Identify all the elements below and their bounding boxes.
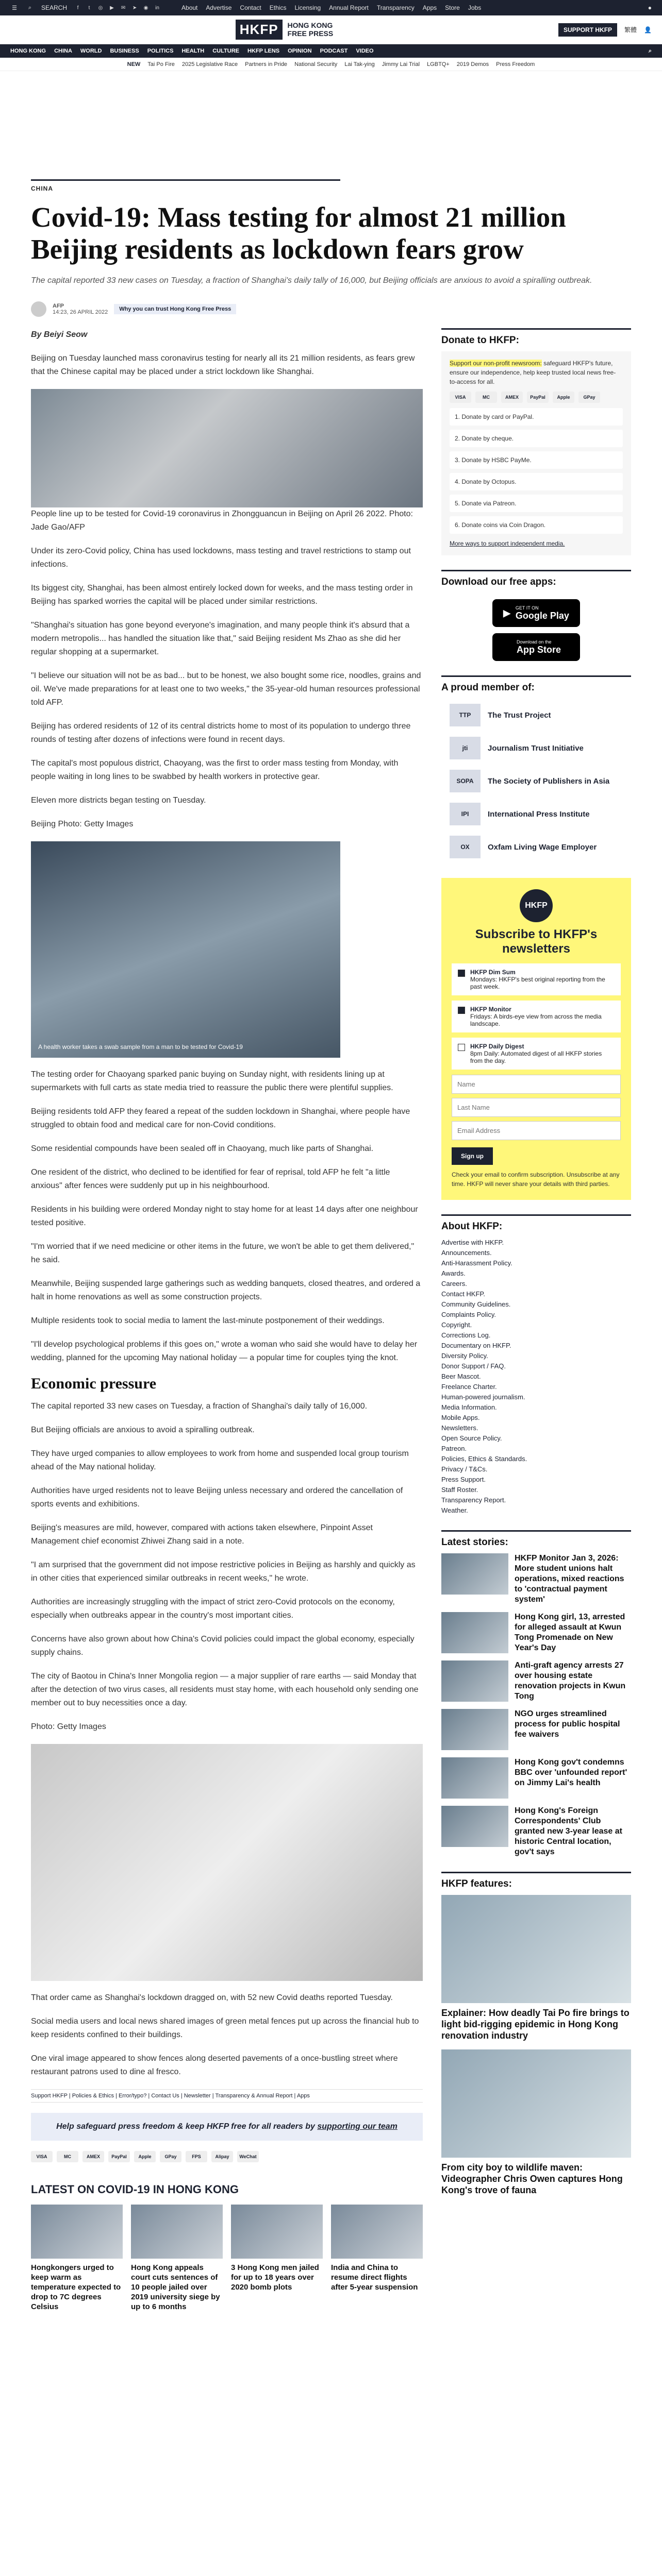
instagram-icon[interactable]: ◎ [98, 5, 103, 11]
nav-business[interactable]: BUSINESS [110, 48, 139, 54]
amex-icon: AMEX [501, 392, 523, 403]
paragraph: Concerns have also grown about how China's Covid policies could impact the global economy, especially supply chains. [31, 1635, 415, 1657]
linkedin-icon[interactable]: in [155, 5, 159, 11]
checkbox[interactable] [458, 1007, 465, 1014]
donate-highlight[interactable]: Support our non-profit newsroom: [450, 360, 542, 367]
story-item[interactable] [441, 1660, 631, 1702]
donate-option[interactable]: 5. Donate via Patreon. [450, 495, 623, 512]
paragraph: Some residential compounds have been sealed off in Chaoyang, much like parts of Shanghai. [31, 1144, 374, 1153]
google-play-small: GET IT ON [515, 605, 539, 611]
support-callout-text: Help safeguard press freedom & keep HKFP free for all readers by [56, 2122, 315, 2131]
story-thumbnail[interactable] [441, 1806, 508, 1847]
story-item[interactable] [441, 1757, 631, 1799]
latest-headline[interactable]: India and China to resume direct flights after 5-year suspension [331, 2263, 418, 2292]
member-logo[interactable] [441, 699, 631, 732]
paragraph: "I believe our situation will not be as bad... but to be honest, we also bought some rice, noodles, grains and oil. We've made preparations for at least one to two weeks," the 35-year-old human resources professional told AFP. [31, 671, 421, 707]
google-play-icon: ▶ [503, 607, 510, 618]
newsletter-name: HKFP Daily Digest [470, 1043, 524, 1050]
latest-thumbnail[interactable] [131, 2205, 223, 2259]
author-avatar [31, 301, 46, 317]
about-link[interactable]: Mobile Apps. [441, 1414, 480, 1421]
nav-culture[interactable]: CULTURE [212, 48, 239, 54]
trending-item[interactable]: LGBTQ+ [427, 61, 450, 67]
about-link[interactable]: Transparency Report. [441, 1496, 506, 1504]
about-link[interactable]: Awards. [441, 1269, 466, 1277]
about-link[interactable]: Press Support. [441, 1476, 486, 1483]
checkbox[interactable] [458, 1044, 465, 1051]
about-link[interactable]: Freelance Charter. [441, 1383, 497, 1391]
latest-card[interactable] [131, 2205, 223, 2312]
nav-world[interactable]: WORLD [80, 48, 102, 54]
trending-item[interactable]: 2019 Demos [456, 61, 489, 67]
email-field[interactable] [452, 1121, 621, 1140]
member-name: International Press Institute [488, 809, 590, 819]
ad-slot [0, 71, 662, 179]
byline-row [31, 301, 631, 317]
search-icon[interactable]: ⌕ [28, 4, 32, 11]
feature-thumbnail[interactable] [441, 1895, 631, 2003]
about-link[interactable]: Diversity Policy. [441, 1352, 488, 1360]
story-thumbnail[interactable] [441, 1612, 508, 1653]
newsletter-option[interactable] [452, 1001, 621, 1032]
topnav-jobs[interactable]: Jobs [468, 4, 482, 11]
mastercard-icon: MC [57, 2151, 78, 2162]
latest-stories-widget [441, 1530, 631, 1857]
about-title: About HKFP: [441, 1214, 631, 1238]
masthead [0, 15, 662, 44]
visa-icon: VISA [31, 2151, 53, 2162]
signup-button[interactable]: Sign up [452, 1147, 493, 1165]
latest-stories-title: Latest stories: [441, 1530, 631, 1553]
photo-caption-overlay: A health worker takes a swab sample from a man to be tested for Covid-19 [38, 1043, 243, 1050]
main-navigation [0, 44, 662, 58]
about-link[interactable]: Advertise with HKFP. [441, 1239, 504, 1246]
about-link[interactable]: Documentary on HKFP. [441, 1342, 511, 1349]
twitter-icon[interactable]: t [88, 5, 90, 11]
telegram-icon[interactable]: ➤ [132, 5, 137, 11]
about-link[interactable]: Contact HKFP. [441, 1290, 486, 1298]
byline-meta [53, 303, 108, 315]
member-logo[interactable] [441, 798, 631, 831]
article-title: Covid-19: Mass testing for almost 21 million Beijing residents as lockdown fears grow [31, 201, 566, 265]
topnav-transparency[interactable]: Transparency [376, 4, 415, 11]
content-columns [0, 328, 662, 2312]
checkbox[interactable] [458, 970, 465, 977]
donate-option[interactable]: 2. Donate by cheque. [450, 430, 623, 447]
article-photo[interactable] [31, 841, 340, 1058]
paragraph: Under its zero-Covid policy, China has used lockdowns, mass testing and travel restrictions to stamp out infections. [31, 547, 411, 569]
app-store-button[interactable] [492, 633, 580, 661]
about-link[interactable]: Human-powered journalism. [441, 1393, 525, 1401]
byline-date: 14:23, 26 APRIL 2022 [53, 309, 108, 315]
donate-option[interactable]: 1. Donate by card or PayPal. [450, 408, 623, 426]
latest-card[interactable] [31, 2205, 123, 2312]
story-headline[interactable]: Hong Kong's Foreign Correspondents' Club granted new 3-year lease at historic Central location, gov't says [515, 1806, 622, 1856]
newsletter-widget [441, 878, 631, 1200]
topnav-advertise[interactable]: Advertise [206, 4, 232, 11]
paragraph: But Beijing officials are anxious to avoid a spiralling outbreak. [31, 1426, 255, 1434]
paragraph: The testing order for Chaoyang sparked panic buying on Sunday night, with residents lining up at supermarkets with full carts as state media tried to reassure the public there were plentiful supplies. [31, 1070, 393, 1092]
trending-bar [0, 58, 662, 71]
support-callout [31, 2113, 423, 2141]
paragraph: Meanwhile, Beijing suspended large gatherings such as wedding banquets, closed theatres, and ordered a halt in home renovations as well as some construction projects. [31, 1279, 421, 1301]
donate-option[interactable]: 4. Donate by Octopus. [450, 473, 623, 490]
trending-item[interactable]: 2025 Legislative Race [181, 61, 238, 67]
member-name: Journalism Trust Initiative [488, 743, 584, 753]
feature-item[interactable] [441, 1895, 631, 2041]
feature-item[interactable] [441, 2049, 631, 2196]
why-trust-badge[interactable]: Why you can trust Hong Kong Free Press [114, 304, 236, 314]
sidebar [441, 328, 631, 2312]
newsletter-name: HKFP Dim Sum [470, 969, 516, 976]
site-logo[interactable] [236, 20, 333, 40]
member-title: A proud member of: [441, 675, 631, 699]
oxfam-logo: OX [450, 836, 481, 858]
latest-headline[interactable]: Hong Kong appeals court cuts sentences of 10 people jailed over 2019 university siege by up to 6 months [131, 2263, 220, 2311]
jti-logo: jti [450, 737, 481, 759]
feature-headline[interactable]: Explainer: How deadly Tai Po fire brings to light bid-rigging epidemic in Hong Kong renovation industry [441, 2008, 630, 2041]
article-author: By Beiyi Seow [31, 330, 88, 339]
trust-project-logo: TTP [450, 704, 481, 726]
nav-video[interactable]: VIDEO [356, 48, 374, 54]
apple-pay-icon: Apple [553, 392, 574, 403]
story-item[interactable] [441, 1612, 631, 1653]
email-icon[interactable]: ✉ [121, 5, 126, 11]
photo-caption: People line up to be tested for Covid-19 coronavirus in Zhongguancun in Beijing on April 26 2022. Photo: Jade Gao/AFP [31, 510, 413, 532]
newsletter-title: Subscribe to HKFP's newsletters [475, 927, 598, 956]
mastercard-icon: MC [475, 392, 497, 403]
article-figure [31, 818, 423, 1058]
newsletter-footnote: Check your email to confirm subscription. Unsubscribe at any time. HKFP will never share your details with third parties. [452, 1171, 620, 1188]
about-widget [441, 1214, 631, 1516]
paragraph: Beijing residents told AFP they feared a repeat of the sudden lockdown in Shanghai, where people have struggled to obtain food and medical care for non-Covid conditions. [31, 1107, 410, 1129]
paragraph: "I'll develop psychological problems if this goes on," wrote a woman who said she would have to delay her wedding, planned for the upcoming May national holiday — a popular time for couples tying the knot. [31, 1340, 418, 1362]
newsletter-desc: Mondays: HKFP's best original reporting from the past week. [470, 976, 605, 990]
donate-box [441, 351, 631, 555]
visa-icon: VISA [450, 392, 471, 403]
trending-item[interactable]: Press Freedom [496, 61, 535, 67]
paragraph: Authorities have urged residents not to leave Beijing unless necessary and ordered the cancellation of sports events and exhibitions. [31, 1486, 403, 1509]
about-link[interactable]: Policies, Ethics & Standards. [441, 1455, 527, 1463]
nav-search-icon[interactable]: ⌕ [648, 47, 652, 54]
newsletter-logo: HKFP [520, 889, 553, 922]
newsletter-desc: Fridays: A birds-eye view from across the media landscape. [470, 1013, 602, 1027]
facebook-icon[interactable]: f [77, 5, 79, 11]
support-links-bar[interactable]: Support HKFP | Policies & Ethics | Error/typo? | Contact Us | Newsletter | Transparency & Annual Report | Apps [31, 2089, 423, 2103]
about-link[interactable]: Staff Roster. [441, 1486, 478, 1494]
latest-headline[interactable]: Hongkongers urged to keep warm as temperature expected to drop to 7C degrees Celsius [31, 2263, 121, 2311]
newsletter-option[interactable] [452, 963, 621, 995]
member-logo[interactable] [441, 732, 631, 765]
language-toggle[interactable]: 繁體 [624, 26, 637, 33]
newsletter-name: HKFP Monitor [470, 1006, 511, 1013]
paragraph: "Shanghai's situation has gone beyond everyone's imagination, and many people think it's absurd that a modern metropolis... has handled the situation like that," said Beijing resident Ms Zhao as she did her regular shopping at a supermarket. [31, 621, 410, 656]
story-thumbnail[interactable] [441, 1553, 508, 1595]
member-name: The Society of Publishers in Asia [488, 776, 610, 786]
donate-payment-icons [450, 392, 623, 403]
alipay-icon: Alipay [211, 2151, 233, 2162]
newsletter-desc: 8pm Daily: Automated digest of all HKFP stories from the day. [470, 1050, 602, 1064]
about-link[interactable]: Complaints Policy. [441, 1311, 496, 1318]
features-title: HKFP features: [441, 1872, 631, 1895]
article-photo[interactable] [31, 389, 423, 507]
story-headline[interactable]: NGO urges streamlined process for public hospital fee waivers [515, 1709, 620, 1739]
article-photo[interactable] [31, 1744, 423, 1981]
topnav-annual-report[interactable]: Annual Report [329, 4, 369, 11]
paragraph: That order came as Shanghai's lockdown dragged on, with 52 new Covid deaths reported Tuesday. [31, 1993, 393, 2002]
youtube-icon[interactable]: ▶ [110, 5, 114, 11]
user-account-icon[interactable]: 👤 [644, 26, 652, 33]
story-item[interactable] [441, 1553, 631, 1605]
features-widget [441, 1872, 631, 2196]
article-body [31, 328, 423, 2312]
feature-headline[interactable]: From city boy to wildlife maven: Videographer Chris Owen captures Hong Kong's trove of fauna [441, 2162, 623, 2195]
about-link[interactable]: Privacy / T&Cs. [441, 1465, 488, 1473]
story-headline[interactable]: Anti-graft agency arrests 27 over housing estate renovation projects in Kwun Tong [515, 1661, 626, 1701]
apps-widget [441, 570, 631, 661]
article-header [0, 179, 662, 317]
google-play-button[interactable] [492, 599, 580, 627]
byline-org[interactable]: AFP [53, 303, 64, 309]
paragraph: The city of Baotou in China's Inner Mongolia region — a major supplier of rare earths — said Monday that after the detection of two virus cases, all residents must stay home, with each household only sending one member out to buy necessities once a day. [31, 1672, 419, 1707]
latest-card[interactable] [331, 2205, 423, 2312]
nav-hkfp-lens[interactable]: HKFP LENS [247, 48, 280, 54]
donate-options [450, 408, 623, 534]
logo-text-line-1: HONG KONG [287, 21, 333, 30]
story-headline[interactable]: Hong Kong gov't condemns BBC over 'unfounded report' on Jimmy Lai's health [515, 1758, 627, 1787]
section-label[interactable]: CHINA [31, 179, 340, 196]
about-link[interactable]: Weather. [441, 1506, 468, 1514]
apps-title: Download our free apps: [441, 570, 631, 593]
amex-icon: AMEX [82, 2151, 104, 2162]
nav-china[interactable]: CHINA [54, 48, 72, 54]
donate-text: safeguard HKFP's future, ensure our independence, help keep trusted local news free-to-access for all. [450, 360, 616, 385]
paragraph: Multiple residents took to social media to lament the last-minute postponement of their weddings. [31, 1316, 385, 1325]
logo-text-line-2: FREE PRESS [287, 29, 334, 38]
latest-thumbnail[interactable] [331, 2205, 423, 2259]
article-figure [31, 1720, 423, 1981]
about-link[interactable]: Donor Support / FAQ. [441, 1362, 506, 1370]
story-item[interactable] [441, 1709, 631, 1750]
donate-option[interactable]: 3. Donate by HSBC PayMe. [450, 451, 623, 469]
paragraph: Beijing has ordered residents of 12 of its central districts home to most of its population to undergo three rounds of testing after dozens of infections were found in recent days. [31, 722, 411, 744]
trending-item[interactable]: Jimmy Lai Trial [382, 61, 420, 67]
payment-methods [31, 2151, 423, 2162]
paragraph: The capital reported 33 new cases on Tuesday, a fraction of Shanghai's daily tally of 16,000. [31, 1402, 368, 1411]
about-link[interactable]: Beer Mascot. [441, 1372, 481, 1380]
sopa-logo: SOPA [450, 770, 481, 792]
google-pay-icon: GPay [160, 2151, 181, 2162]
rss-icon[interactable]: ◉ [143, 5, 148, 11]
newsletter-option[interactable] [452, 1038, 621, 1070]
member-name: Oxfam Living Wage Employer [488, 842, 597, 852]
google-pay-icon: GPay [578, 392, 600, 403]
fps-icon: FPS [186, 2151, 207, 2162]
about-link[interactable]: Copyright. [441, 1321, 472, 1329]
wechat-pay-icon: WeChat [237, 2151, 259, 2162]
app-store-small: Download on the [516, 639, 552, 645]
member-name: The Trust Project [488, 710, 551, 720]
about-link[interactable]: Anti-Harassment Policy. [441, 1259, 512, 1267]
logo-mark: HKFP [236, 20, 283, 40]
support-callout-link[interactable]: supporting our team [317, 2122, 398, 2131]
nav-health[interactable]: HEALTH [181, 48, 205, 54]
paragraph: They have urged companies to allow employees to work from home and suspended local group tourism ahead of the May national holiday. [31, 1449, 409, 1471]
support-hkfp-button[interactable]: SUPPORT HKFP [558, 23, 617, 37]
hamburger-icon[interactable]: ☰ [12, 5, 17, 11]
last-name-field[interactable] [452, 1098, 621, 1117]
member-logo[interactable] [441, 831, 631, 863]
user-icon[interactable]: ● [648, 4, 652, 11]
about-link[interactable]: Newsletters. [441, 1424, 478, 1432]
about-link[interactable]: Announcements. [441, 1249, 492, 1257]
section-heading: Economic pressure [31, 1375, 157, 1392]
social-links [74, 4, 161, 11]
nav-podcast[interactable]: PODCAST [320, 48, 348, 54]
story-item[interactable] [441, 1806, 631, 1857]
apple-pay-icon: Apple [134, 2151, 156, 2162]
latest-thumbnail[interactable] [31, 2205, 123, 2259]
donate-title: Donate to HKFP: [441, 328, 631, 351]
google-play-label: Google Play [515, 610, 569, 621]
members-widget [441, 675, 631, 863]
topnav-apps[interactable]: Apps [422, 4, 437, 11]
nav-politics[interactable]: POLITICS [147, 48, 174, 54]
topnav-licensing[interactable]: Licensing [294, 4, 321, 11]
name-field[interactable] [452, 1075, 621, 1094]
paypal-icon: PayPal [527, 392, 549, 403]
nav-opinion[interactable]: OPINION [288, 48, 312, 54]
trending-item[interactable]: Partners in Pride [245, 61, 288, 67]
article-subhead: The capital reported 33 new cases on Tuesday, a fraction of Shanghai's daily tally of 16,000, but Beijing officials are anxious to avoid a spiralling outbreak. [31, 276, 592, 285]
topnav-contact[interactable]: Contact [240, 4, 261, 11]
more-ways-link[interactable]: More ways to support independent media. [450, 540, 565, 547]
story-thumbnail[interactable] [441, 1757, 508, 1799]
story-thumbnail[interactable] [441, 1709, 508, 1750]
about-link[interactable]: Corrections Log. [441, 1331, 491, 1339]
topnav-ethics[interactable]: Ethics [269, 4, 287, 11]
paragraph: Beijing's measures are mild, however, compared with actions taken elsewhere, Pinpoint Asset Management chief economist Zhiwei Zhang said in a note. [31, 1523, 373, 1546]
story-headline[interactable]: Hong Kong girl, 13, arrested for alleged assault at Kwun Tong Promenade on New Year's Day [515, 1613, 625, 1652]
donate-widget [441, 328, 631, 555]
top-utility-bar [0, 0, 662, 15]
paragraph: Beijing on Tuesday launched mass coronavirus testing for nearly all its 21 million residents, as fears grew that the Chinese capital may be placed under a strict lockdown like Shanghai. [31, 354, 415, 376]
paragraph: Its biggest city, Shanghai, has been almost entirely locked down for weeks, and the mass testing order in Beijing has sparked worries the capital will be placed under similar restrictions. [31, 584, 413, 606]
latest-covid-heading: LATEST ON COVID-19 IN HONG KONG [31, 2183, 239, 2196]
logo-text [288, 22, 334, 38]
paragraph: One resident of the district, who declined to be identified for fear of reprisal, told AFP he felt "a little anxious" after fences were suddenly put up in his neighbourhood. [31, 1168, 390, 1190]
paragraph: "I'm worried that if we need medicine or other items in the future, we won't be able to get them delivered," he said. [31, 1242, 415, 1264]
app-store-label: App Store [516, 644, 561, 655]
nav-hong-kong[interactable]: HONG KONG [10, 48, 46, 54]
photo-caption-top: Beijing Photo: Getty Images [31, 820, 134, 828]
topnav-about[interactable]: About [181, 4, 198, 11]
paragraph: "I am surprised that the government did not impose restrictive policies in Beijing as harshly and quickly as in other cities that experienced similar outbreaks in recent weeks," he wrote. [31, 1561, 416, 1583]
about-link[interactable]: Careers. [441, 1280, 467, 1287]
photo-caption: Photo: Getty Images [31, 1722, 106, 1731]
latest-headline[interactable]: 3 Hong Kong men jailed for up to 18 years over 2020 bomb plots [231, 2263, 319, 2292]
feature-thumbnail[interactable] [441, 2049, 631, 2158]
search-label[interactable]: SEARCH [41, 4, 68, 11]
paragraph: Social media users and local news shared images of green metal fences put up across the financial hub to keep residents confined to their buildings. [31, 2017, 419, 2039]
paragraph: The capital's most populous district, Chaoyang, was the first to order mass testing from Monday, with people waiting in long lines to be swabbed by health workers in protective gear. [31, 759, 399, 781]
ipi-logo: IPI [450, 803, 481, 825]
topnav-store[interactable]: Store [445, 4, 460, 11]
paragraph: Eleven more districts began testing on Tuesday. [31, 796, 206, 805]
story-thumbnail[interactable] [441, 1660, 508, 1702]
paragraph: Authorities are increasingly struggling with the impact of strict zero-Covid protocols on the economy, especially when outbreaks appear in the country's most important cities. [31, 1598, 395, 1620]
about-links [441, 1238, 631, 1516]
trending-new-label: NEW [127, 61, 141, 67]
latest-covid-grid [31, 2205, 423, 2312]
trending-item[interactable]: Lai Tak-ying [344, 61, 375, 67]
paragraph: Residents in his building were ordered Monday night to stay home for at least 14 days after one neighbour tested positive. [31, 1205, 418, 1227]
about-link[interactable]: Community Guidelines. [441, 1300, 511, 1308]
latest-card[interactable] [231, 2205, 323, 2312]
about-link[interactable]: Open Source Policy. [441, 1434, 502, 1442]
trending-item[interactable]: Tai Po Fire [147, 61, 175, 67]
paypal-icon: PayPal [108, 2151, 130, 2162]
latest-thumbnail[interactable] [231, 2205, 323, 2259]
member-logo[interactable] [441, 765, 631, 798]
paragraph: One viral image appeared to show fences along deserted pavements of a once-bustling street where restaurant patrons used to dine al fresco. [31, 2054, 398, 2076]
donate-option[interactable]: 6. Donate coins via Coin Dragon. [450, 516, 623, 534]
trending-item[interactable]: National Security [294, 61, 338, 67]
about-link[interactable]: Media Information. [441, 1403, 497, 1411]
story-headline[interactable]: HKFP Monitor Jan 3, 2026: More student unions halt operations, mixed reactions to 'contractual payment system' [515, 1554, 624, 1604]
about-link[interactable]: Patreon. [441, 1445, 467, 1452]
article-figure [31, 389, 423, 534]
